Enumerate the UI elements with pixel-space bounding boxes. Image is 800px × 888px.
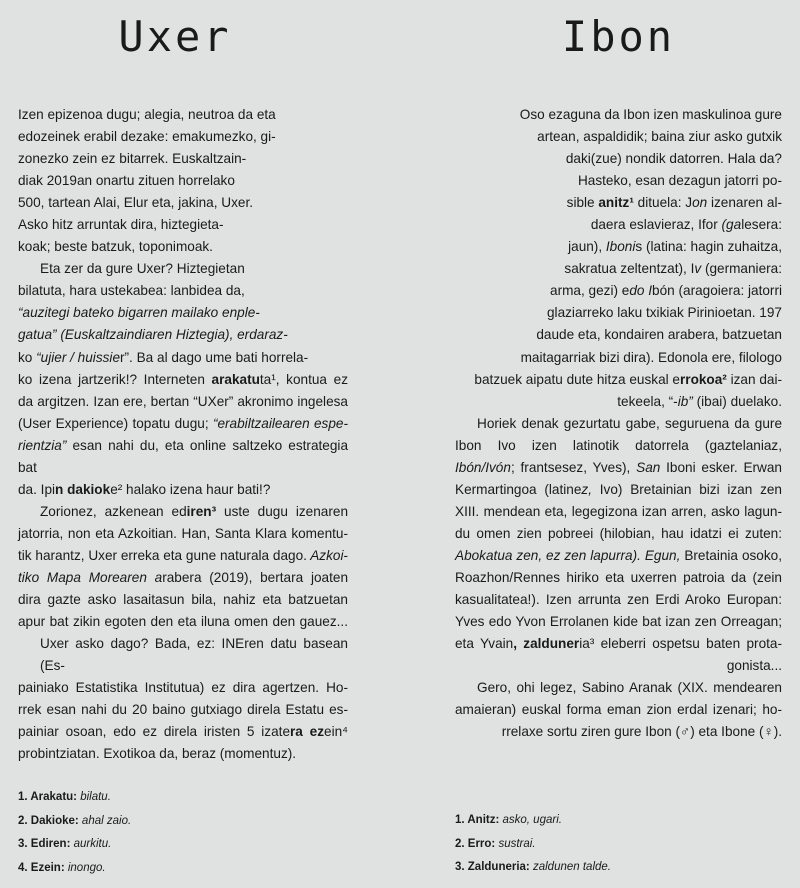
footnote-definition: zaldunen talde.: [529, 861, 611, 873]
footnote-term: 3. Zalduneria:: [455, 861, 530, 873]
text-line: koak; beste batzuk, toponimoak.: [18, 239, 213, 255]
text-line: batzuek aipatu dute hitza euskal errokoa² izan dai-: [474, 371, 782, 387]
text-line: arma, gezi) edo Ibón (aragoiera: jatorri: [550, 283, 782, 299]
text-line: Zorionez, azkenean ediren³ uste dugu izenaren: [40, 503, 349, 519]
text-line: Roazhon/Rennes hiriko eta uxerren patroia da (zein: [455, 569, 782, 585]
text-line: jaun), Ibonis (latina: hagin zuhaitza,: [568, 239, 782, 255]
text-line: da. Ipin dakioke² halako izena haur bati!?: [18, 481, 271, 497]
text-line: tekeela, “-ib” (ibai) duelako.: [617, 393, 782, 409]
text-line: bilatuta, hara ustekabea: lanbidea da,: [18, 283, 245, 299]
article-body: [18, 104, 348, 765]
text-line: ko “ujier / huissier”. Ba al dago ume bati horrela-: [18, 349, 309, 365]
text-line: rrek esan nahi du 20 baino gutxiago direla Estatu es-: [18, 702, 348, 718]
footnote-item: [18, 786, 348, 810]
text-line: edozeinek erabil dezake: emakumezko, gi-: [18, 129, 276, 145]
text-line: Asko hitz arruntak dira, hiztegieta-: [18, 217, 224, 233]
footnote-definition: aurkitu.: [70, 838, 112, 850]
footnote-item: [18, 833, 348, 857]
text-line: dira gazte asko lasaitasun bila, nahiz eta batzuetan: [18, 592, 348, 608]
text-line: XIII. mendean eta, legegizona izan arren, asko lagun-: [455, 503, 782, 519]
text-line: gonista...: [726, 658, 782, 674]
text-line: gatua” (Euskaltzaindiaren Hiztegia), erdaraz-: [18, 327, 288, 343]
footnote-term: 3. Ediren:: [18, 838, 71, 850]
text-line: rrelaxe sortu ziren gure Ibon (♂) eta Ibone (♀).: [501, 724, 782, 740]
text-line: “auzitegi bateko bigarren mailako enple-: [18, 305, 260, 321]
text-line: tiko Mapa Morearen arabera (2019), bertara joaten: [18, 569, 349, 585]
text-line: Hasteko, esan dezagun jatorri po-: [577, 173, 782, 189]
text-line: da argitzen. Izan ere, bertan “UXer” akronimo ingelesa: [18, 393, 348, 409]
text-line: (User Experience) topatu dugu; “erabiltzailearen espe-: [18, 415, 348, 431]
text-line: glaziarreko laku txikiak Pirinioetan. 197: [547, 305, 782, 321]
text-line: artean, aspaldidik; baina ziur asko gutxik: [537, 129, 782, 145]
text-line: eta Yvain, zalduneria³ eleberri ospetsu baten prota-: [455, 636, 782, 652]
footnote-item: [455, 809, 782, 833]
footnote-term: 1. Arakatu:: [18, 791, 78, 803]
footnote-item: [18, 857, 348, 881]
text-line: rientzia” esan nahi du, eta online saltzeko estrategia bat: [18, 437, 348, 475]
text-line: Izen epizenoa dugu; alegia, neutroa da eta: [18, 107, 276, 122]
text-line: Kermartingoa (latinez, Ivo) Bretainian bizi izan zen: [455, 481, 782, 497]
text-line: apur bat zikin egoten den eta iluna omen den gauez...: [18, 614, 348, 630]
text-line: Abokatua zen, ez zen lapurra). Egun, Bretainia osoko,: [455, 547, 783, 563]
text-line: daera eslavieraz, Ifor (galesera:: [590, 217, 782, 233]
footnote-term: 1. Anitz:: [455, 814, 500, 826]
text-line: Eta zer da gure Uxer? Hiztegietan: [40, 261, 245, 277]
text-line: Ibon Ivo izen latinotik datorrela (gaztelaniaz,: [455, 437, 782, 453]
text-line: 500, tartean Alai, Elur eta, jakina, Uxer.: [18, 195, 254, 211]
footnote-item: [455, 856, 782, 880]
footnote-term: 2. Erro:: [455, 837, 496, 850]
footnote-definition: bilatu.: [77, 791, 111, 803]
text-line: kasualitatea!). Izen arrunta zen Erdi Aroko Europan:: [455, 592, 782, 608]
text-line: tik harantz, Uxer erreka eta gune naturala dago. Azkoi-: [18, 547, 349, 563]
text-line: maitagarriak bizi dira). Edonola ere, filologo: [520, 349, 782, 365]
footnote-definition: ahal zaio.: [78, 814, 132, 827]
text-line: jatorria, non eta Azkoitian. Han, Santa Klara komentu-: [18, 525, 348, 541]
article-title: Uxer: [118, 12, 232, 61]
text-line: du omen zien pobreei (hilobian, hau idatzi ei zuten:: [455, 525, 782, 541]
text-line: Yves edo Yvon Errolanen kide bat izan zen Orreagan;: [455, 614, 782, 630]
text-line: Gero, ohi legez, Sabino Aranak (XIX. mendearen: [477, 680, 782, 696]
text-line: Oso ezaguna da Ibon izen maskulinoa gure: [519, 107, 782, 122]
text-line: probintziatan. Exotikoa da, beraz (momentuz).: [18, 746, 297, 762]
text-line: amaieran) euskal forma eman zion erdal izenari; ho-: [455, 702, 782, 718]
text-line: daude eta, kondairen arabera, batzuetan: [536, 327, 782, 343]
text-line: ko izena jartzerik!? Interneten arakatuta¹, kontua ez: [18, 371, 348, 387]
article-body: [455, 104, 782, 743]
text-line: Horiek denak gezurtatu gabe, seguruena da gure: [477, 415, 782, 431]
text-line: sible anitz¹ dituela: Jon izenaren al-: [566, 195, 782, 211]
footnotes: [18, 786, 348, 880]
text-line: painiar osoan, edo ez direla iristen 5 izatera ezein⁴: [18, 724, 349, 740]
footnote-term: 4. Ezein:: [18, 861, 65, 874]
footnote-term: 2. Dakioke:: [18, 814, 79, 827]
text-line: painiako Estatistika Institutua) ez dira agertzen. Ho-: [18, 680, 348, 696]
text-line: Ibón/Ivón; frantsesez, Yves), San Iboni esker. Erwan: [455, 459, 782, 475]
footnotes: [455, 809, 782, 880]
footnote-definition: inongo.: [64, 861, 106, 874]
footnote-definition: asko, ugari.: [499, 814, 562, 826]
footnote-item: [455, 833, 782, 857]
text-line: daki(zue) nondik datorren. Hala da?: [565, 151, 782, 167]
text-line: sakratua zeltentzat), Iv (germaniera:: [564, 261, 782, 277]
article-title: Ibon: [561, 12, 676, 61]
text-line: diak 2019an onartu zituen horrelako: [18, 173, 235, 189]
text-line: zonezko zein ez bitarrek. Euskaltzain-: [18, 151, 247, 167]
footnote-item: [18, 810, 348, 834]
footnote-definition: sustrai.: [495, 837, 536, 850]
text-line: Uxer asko dago? Bada, ez: INEren datu basean (Es-: [40, 636, 348, 674]
